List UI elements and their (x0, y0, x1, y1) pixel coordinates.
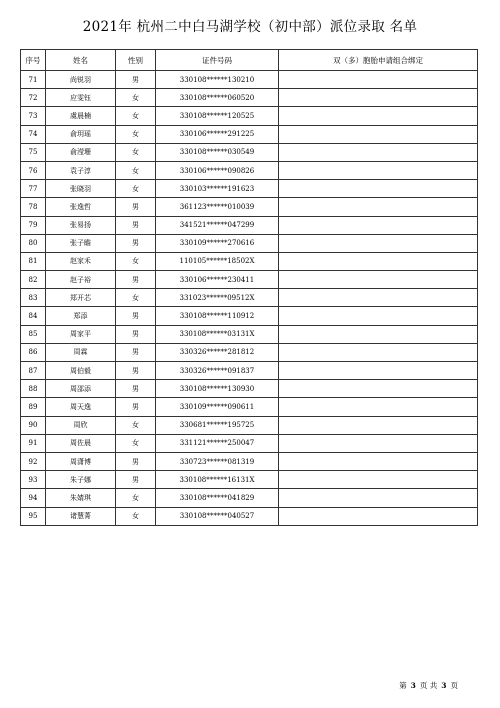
cell-gender: 女 (116, 434, 156, 452)
cell-name: 张逸哲 (46, 198, 116, 216)
cell-gender: 男 (116, 234, 156, 252)
cell-twin-binding (279, 343, 478, 361)
cell-seq: 77 (21, 180, 46, 198)
footer-prefix: 第 (399, 681, 407, 690)
table-row (21, 471, 478, 489)
cell-name: 俞玥瑶 (46, 125, 116, 143)
table-row (21, 398, 478, 416)
cell-name: 袁子淳 (46, 161, 116, 179)
cell-twin-binding (279, 471, 478, 489)
table-row (21, 180, 478, 198)
page-footer (399, 680, 458, 691)
cell-seq: 72 (21, 89, 46, 107)
cell-name: 郑添 (46, 307, 116, 325)
cell-id-number: 331121******250047 (156, 434, 279, 452)
cell-gender: 男 (116, 71, 156, 89)
total-page-number: 3 (441, 681, 447, 690)
cell-twin-binding (279, 125, 478, 143)
cell-id-number: 330108******041829 (156, 489, 279, 507)
cell-seq: 93 (21, 471, 46, 489)
table-row (21, 198, 478, 216)
cell-name: 周佐晨 (46, 434, 116, 452)
cell-gender: 女 (116, 289, 156, 307)
cell-gender: 女 (116, 143, 156, 161)
cell-seq: 88 (21, 380, 46, 398)
cell-id-number: 330108******040527 (156, 507, 279, 525)
cell-id-number: 361123******010039 (156, 198, 279, 216)
table-row (21, 252, 478, 270)
cell-gender: 女 (116, 489, 156, 507)
cell-name: 张子瞻 (46, 234, 116, 252)
cell-name: 周伯毅 (46, 362, 116, 380)
table-row (21, 434, 478, 452)
cell-gender: 女 (116, 89, 156, 107)
cell-name: 诸慧菁 (46, 507, 116, 525)
cell-twin-binding (279, 380, 478, 398)
header-twin-binding: 双（多）胞胎申请组合绑定 (279, 50, 478, 71)
cell-id-number: 330723******081319 (156, 452, 279, 470)
cell-seq: 87 (21, 362, 46, 380)
cell-twin-binding (279, 325, 478, 343)
cell-seq: 86 (21, 343, 46, 361)
cell-twin-binding (279, 416, 478, 434)
cell-seq: 82 (21, 271, 46, 289)
cell-name: 虞晨楠 (46, 107, 116, 125)
table-row (21, 507, 478, 525)
cell-id-number: 330106******291225 (156, 125, 279, 143)
cell-gender: 男 (116, 398, 156, 416)
table-row (21, 107, 478, 125)
cell-name: 周潇博 (46, 452, 116, 470)
cell-twin-binding (279, 507, 478, 525)
table-row (21, 161, 478, 179)
cell-id-number: 330108******060520 (156, 89, 279, 107)
cell-id-number: 330108******130930 (156, 380, 279, 398)
cell-id-number: 330108******03131X (156, 325, 279, 343)
cell-gender: 男 (116, 343, 156, 361)
cell-id-number: 330109******090611 (156, 398, 279, 416)
cell-seq: 76 (21, 161, 46, 179)
cell-seq: 89 (21, 398, 46, 416)
cell-name: 张晓羽 (46, 180, 116, 198)
footer-suffix: 页 (450, 681, 458, 690)
cell-gender: 女 (116, 180, 156, 198)
cell-name: 周邵添 (46, 380, 116, 398)
cell-id-number: 330108******16131X (156, 471, 279, 489)
cell-id-number: 330106******090826 (156, 161, 279, 179)
table-body (21, 71, 478, 526)
cell-name: 周家平 (46, 325, 116, 343)
cell-gender: 男 (116, 380, 156, 398)
cell-seq: 73 (21, 107, 46, 125)
cell-seq: 75 (21, 143, 46, 161)
table-row (21, 271, 478, 289)
cell-seq: 85 (21, 325, 46, 343)
cell-seq: 90 (21, 416, 46, 434)
cell-seq: 81 (21, 252, 46, 270)
cell-id-number: 341521******047299 (156, 216, 279, 234)
cell-gender: 女 (116, 507, 156, 525)
cell-twin-binding (279, 89, 478, 107)
cell-name: 周欣 (46, 416, 116, 434)
table-row (21, 143, 478, 161)
cell-seq: 80 (21, 234, 46, 252)
table-header-row (21, 50, 478, 71)
admission-table (20, 49, 478, 526)
cell-id-number: 330681******195725 (156, 416, 279, 434)
table-row (21, 489, 478, 507)
header-id-number: 证件号码 (156, 50, 279, 71)
cell-gender: 女 (116, 107, 156, 125)
cell-seq: 83 (21, 289, 46, 307)
cell-gender: 男 (116, 452, 156, 470)
cell-name: 周天逸 (46, 398, 116, 416)
cell-twin-binding (279, 398, 478, 416)
cell-twin-binding (279, 143, 478, 161)
table-row (21, 362, 478, 380)
cell-twin-binding (279, 198, 478, 216)
cell-twin-binding (279, 252, 478, 270)
table-row (21, 289, 478, 307)
cell-id-number: 330108******130210 (156, 71, 279, 89)
table-row (21, 307, 478, 325)
cell-name: 朱子娜 (46, 471, 116, 489)
cell-name: 应雯钰 (46, 89, 116, 107)
cell-name: 周霖 (46, 343, 116, 361)
table-row (21, 380, 478, 398)
cell-gender: 女 (116, 161, 156, 179)
cell-gender: 男 (116, 198, 156, 216)
cell-id-number: 330108******030549 (156, 143, 279, 161)
cell-seq: 71 (21, 71, 46, 89)
cell-seq: 94 (21, 489, 46, 507)
cell-name: 朱婧琪 (46, 489, 116, 507)
cell-gender: 男 (116, 271, 156, 289)
cell-seq: 95 (21, 507, 46, 525)
cell-twin-binding (279, 71, 478, 89)
cell-name: 赵子裕 (46, 271, 116, 289)
cell-twin-binding (279, 271, 478, 289)
cell-id-number: 330106******230411 (156, 271, 279, 289)
cell-name: 赵家禾 (46, 252, 116, 270)
cell-id-number: 331023******09512X (156, 289, 279, 307)
cell-seq: 78 (21, 198, 46, 216)
cell-seq: 79 (21, 216, 46, 234)
cell-gender: 男 (116, 216, 156, 234)
cell-gender: 男 (116, 325, 156, 343)
cell-twin-binding (279, 489, 478, 507)
cell-id-number: 330103******191623 (156, 180, 279, 198)
table-row (21, 71, 478, 89)
cell-id-number: 330108******120525 (156, 107, 279, 125)
table-row (21, 216, 478, 234)
cell-twin-binding (279, 452, 478, 470)
cell-gender: 男 (116, 362, 156, 380)
cell-seq: 91 (21, 434, 46, 452)
cell-name: 张易扬 (46, 216, 116, 234)
cell-gender: 女 (116, 416, 156, 434)
cell-gender: 男 (116, 307, 156, 325)
footer-middle: 页 共 (419, 681, 438, 690)
table-row (21, 452, 478, 470)
cell-seq: 92 (21, 452, 46, 470)
cell-id-number: 330326******281812 (156, 343, 279, 361)
table-row (21, 89, 478, 107)
cell-twin-binding (279, 107, 478, 125)
cell-id-number: 330109******270616 (156, 234, 279, 252)
cell-id-number: 330108******110912 (156, 307, 279, 325)
cell-seq: 74 (21, 125, 46, 143)
cell-id-number: 330326******091837 (156, 362, 279, 380)
cell-twin-binding (279, 362, 478, 380)
cell-twin-binding (279, 161, 478, 179)
cell-twin-binding (279, 307, 478, 325)
cell-seq: 84 (21, 307, 46, 325)
page-title: 2021年 杭州二中白马湖学校（初中部）派位录取 名单 (82, 19, 418, 35)
cell-twin-binding (279, 434, 478, 452)
table-row (21, 125, 478, 143)
cell-name: 尚锐羽 (46, 71, 116, 89)
header-name: 姓名 (46, 50, 116, 71)
header-gender: 性别 (116, 50, 156, 71)
table-row (21, 325, 478, 343)
cell-gender: 女 (116, 252, 156, 270)
cell-name: 郑开芯 (46, 289, 116, 307)
table-row (21, 343, 478, 361)
cell-gender: 男 (116, 471, 156, 489)
cell-id-number: 110105******18502X (156, 252, 279, 270)
cell-twin-binding (279, 216, 478, 234)
cell-twin-binding (279, 180, 478, 198)
cell-twin-binding (279, 289, 478, 307)
cell-twin-binding (279, 234, 478, 252)
current-page-number: 3 (410, 681, 416, 690)
table-row (21, 234, 478, 252)
header-seq: 序号 (21, 50, 46, 71)
cell-gender: 女 (116, 125, 156, 143)
cell-name: 俞滢珊 (46, 143, 116, 161)
table-row (21, 416, 478, 434)
